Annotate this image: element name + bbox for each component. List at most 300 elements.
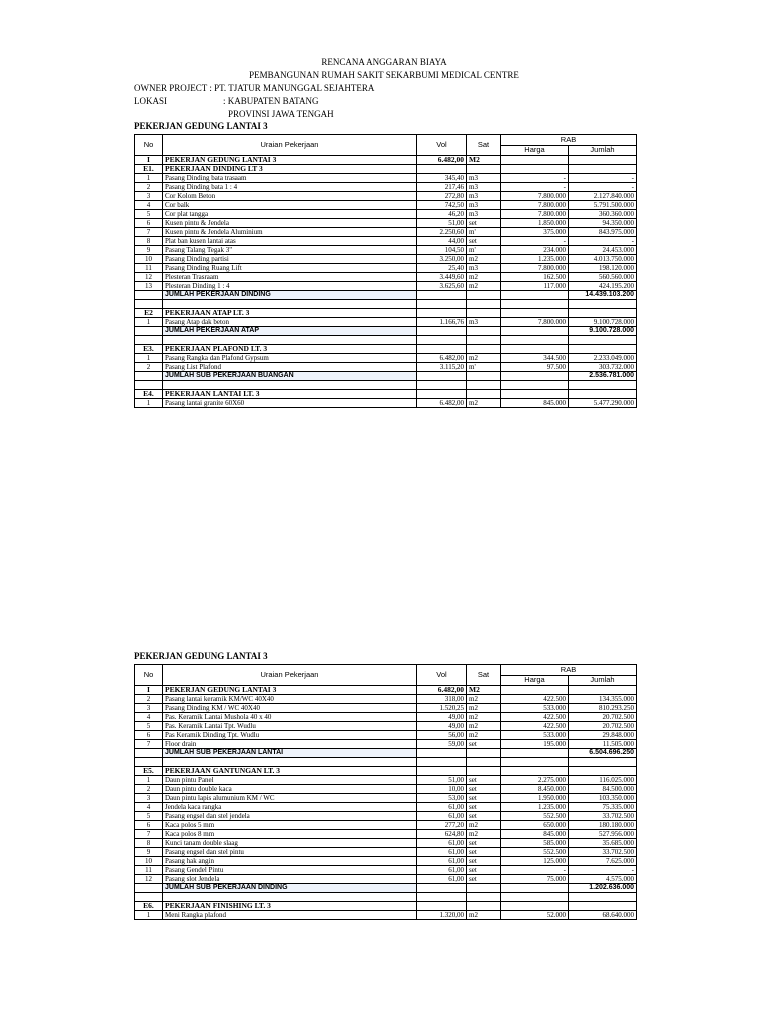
cell-no: E5. (135, 767, 163, 776)
cell-sat: set (467, 219, 501, 228)
table-row (135, 830, 637, 839)
cell-vol: 6.482,00 (417, 399, 467, 408)
cell-vol (417, 336, 467, 345)
cell-no (135, 291, 163, 300)
section-subtitle-2: PEKERJAN GEDUNG LANTAI 3 (134, 651, 268, 661)
table-row (135, 201, 637, 210)
cell-vol: 6.482,00 (417, 354, 467, 363)
table-row (135, 192, 637, 201)
cell-no: 1 (135, 399, 163, 408)
col-header-vol: Vol (417, 665, 467, 686)
section-row (135, 686, 637, 695)
cell-uraian: Pasang Gendel Pintu (163, 866, 417, 875)
cell-uraian: PEKERJAAN PLAFOND LT. 3 (163, 345, 417, 354)
cell-no: 6 (135, 731, 163, 740)
cell-jumlah: 560.560.000 (569, 273, 637, 282)
cell-sat: m3 (467, 264, 501, 273)
cell-harga: 533.000 (501, 731, 569, 740)
cell-sat: m2 (467, 713, 501, 722)
cell-sat: m2 (467, 399, 501, 408)
cell-uraian: JUMLAH PEKERJAAN ATAP (163, 327, 417, 336)
cell-sat (467, 327, 501, 336)
cell-jumlah: 134.355.000 (569, 695, 637, 704)
cell-no: 7 (135, 740, 163, 749)
cell-no (135, 372, 163, 381)
cell-no: 9 (135, 848, 163, 857)
table-row (135, 713, 637, 722)
owner-line: OWNER PROJECT : PT. TJATUR MANUNGGAL SEJAHTERA (134, 83, 375, 93)
cell-jumlah: 33.702.500 (569, 848, 637, 857)
cell-harga (501, 165, 569, 174)
cell-jumlah: 103.350.000 (569, 794, 637, 803)
cell-harga (501, 686, 569, 695)
lokasi-value: : KABUPATEN BATANG (223, 96, 319, 106)
table-row (135, 183, 637, 192)
cell-sat: m2 (467, 282, 501, 291)
cell-no: E4. (135, 390, 163, 399)
cell-jumlah: 5.791.500.000 (569, 201, 637, 210)
cell-sat (467, 893, 501, 902)
project-title: PEMBANGUNAN RUMAH SAKIT SEKARBUMI MEDICAL CENTRE (249, 70, 519, 80)
cell-harga: 234.000 (501, 246, 569, 255)
cell-harga (501, 893, 569, 902)
cell-vol (417, 300, 467, 309)
cell-vol: 61,00 (417, 875, 467, 884)
cell-jumlah: 75.335.000 (569, 803, 637, 812)
cell-sat: set (467, 857, 501, 866)
cell-uraian: Pasang Talang Tegak 3" (163, 246, 417, 255)
cell-jumlah (569, 309, 637, 318)
cell-vol: 1.320,00 (417, 911, 467, 920)
cell-no: 10 (135, 255, 163, 264)
cell-uraian: Pasang Dinding partisi (163, 255, 417, 264)
table-row (135, 228, 637, 237)
table-row (135, 219, 637, 228)
cell-jumlah: - (569, 183, 637, 192)
cell-sat: set (467, 866, 501, 875)
cell-uraian: PEKERJAN GEDUNG LANTAI 3 (163, 156, 417, 165)
cell-no: E6. (135, 902, 163, 911)
table-row (135, 857, 637, 866)
cell-uraian: Kaca polos 8 mm (163, 830, 417, 839)
cell-vol (417, 390, 467, 399)
cell-sat: m3 (467, 210, 501, 219)
cell-no: 6 (135, 219, 163, 228)
section-row (135, 309, 637, 318)
cell-vol (417, 309, 467, 318)
cell-sat: m2 (467, 704, 501, 713)
cell-no: 13 (135, 282, 163, 291)
cell-jumlah: 14.439.103.200 (569, 291, 637, 300)
cell-vol: 49,00 (417, 722, 467, 731)
table-row (135, 803, 637, 812)
cell-harga (501, 345, 569, 354)
cell-harga: 845.000 (501, 830, 569, 839)
col-header-uraian: Uraian Pekerjaan (163, 665, 417, 686)
cell-no: 5 (135, 210, 163, 219)
cell-jumlah (569, 767, 637, 776)
cell-vol: 61,00 (417, 866, 467, 875)
table-row (135, 794, 637, 803)
cell-jumlah: 20.702.500 (569, 722, 637, 731)
cell-uraian: Daun pintu Panel (163, 776, 417, 785)
cell-sat (467, 749, 501, 758)
cell-vol (417, 345, 467, 354)
col-header-sat: Sat (467, 665, 501, 686)
spacer-row (135, 893, 637, 902)
cell-no: 11 (135, 264, 163, 273)
cell-harga: 7.800.000 (501, 201, 569, 210)
cell-no: 11 (135, 866, 163, 875)
cell-harga: 422.500 (501, 713, 569, 722)
cell-sat (467, 758, 501, 767)
cell-vol: 51,00 (417, 219, 467, 228)
total-row (135, 291, 637, 300)
cell-jumlah: 303.732.000 (569, 363, 637, 372)
cell-uraian: Pasang Atap dak beton (163, 318, 417, 327)
cell-jumlah (569, 758, 637, 767)
cell-vol: 6.482,00 (417, 156, 467, 165)
cell-vol (417, 291, 467, 300)
cell-jumlah: 5.477.290.000 (569, 399, 637, 408)
col-header-rab: RAB (501, 135, 637, 146)
col-header-rab: RAB (501, 665, 637, 676)
cell-harga: 162.500 (501, 273, 569, 282)
cell-harga: 422.500 (501, 722, 569, 731)
table-row (135, 255, 637, 264)
cell-harga: 1.950.000 (501, 794, 569, 803)
cell-vol: 318,00 (417, 695, 467, 704)
col-header-uraian: Uraian Pekerjaan (163, 135, 417, 156)
cell-no: 3 (135, 192, 163, 201)
cell-no: I (135, 686, 163, 695)
cell-sat: m' (467, 246, 501, 255)
cell-harga (501, 291, 569, 300)
cell-no: 2 (135, 363, 163, 372)
table-row (135, 776, 637, 785)
cell-jumlah: 68.640.000 (569, 911, 637, 920)
cell-harga: 8.450.000 (501, 785, 569, 794)
cell-uraian: Pasang engsel dan stel pintu (163, 848, 417, 857)
cell-sat: m2 (467, 255, 501, 264)
cell-vol: 3.625,60 (417, 282, 467, 291)
cell-sat: m2 (467, 911, 501, 920)
col-header-vol: Vol (417, 135, 467, 156)
cell-vol: 624,80 (417, 830, 467, 839)
table-row (135, 363, 637, 372)
cell-no: 1 (135, 911, 163, 920)
cell-uraian: Pasang Dinding KM / WC 40X40 (163, 704, 417, 713)
cell-vol (417, 327, 467, 336)
cell-sat (467, 291, 501, 300)
cell-vol: 104,50 (417, 246, 467, 255)
cell-uraian: Cor plat tangga (163, 210, 417, 219)
cell-uraian: Plat ban kusen lantai atas (163, 237, 417, 246)
cell-harga: 650.000 (501, 821, 569, 830)
cell-sat (467, 372, 501, 381)
table-row (135, 695, 637, 704)
cell-harga (501, 156, 569, 165)
table-row (135, 174, 637, 183)
document-title: RENCANA ANGGARAN BIAYA (321, 57, 447, 67)
table-row (135, 875, 637, 884)
table-row (135, 399, 637, 408)
cell-harga: 117.000 (501, 282, 569, 291)
cell-sat: m3 (467, 192, 501, 201)
cell-sat: m3 (467, 183, 501, 192)
cell-sat: m3 (467, 318, 501, 327)
cell-sat: set (467, 875, 501, 884)
cell-no (135, 884, 163, 893)
cell-vol (417, 381, 467, 390)
table-row (135, 848, 637, 857)
cell-jumlah (569, 345, 637, 354)
cell-jumlah (569, 300, 637, 309)
cell-harga: 2.275.000 (501, 776, 569, 785)
cell-jumlah: 2.127.840.000 (569, 192, 637, 201)
cell-jumlah: - (569, 174, 637, 183)
cell-vol (417, 749, 467, 758)
cell-uraian: Kusen pintu & Jendela (163, 219, 417, 228)
spacer-row (135, 300, 637, 309)
cell-harga: 75.000 (501, 875, 569, 884)
cell-harga: 195.000 (501, 740, 569, 749)
cell-uraian: Plesteran Dinding 1 : 4 (163, 282, 417, 291)
cell-uraian: Pasang lantai keramik KM/WC 40X40 (163, 695, 417, 704)
cell-uraian: PEKERJAAN FINISHING LT. 3 (163, 902, 417, 911)
cell-jumlah: 424.195.200 (569, 282, 637, 291)
cell-sat: set (467, 839, 501, 848)
cell-no (135, 749, 163, 758)
cell-uraian: Pasang Dinding Ruang Lift (163, 264, 417, 273)
cell-sat: m3 (467, 201, 501, 210)
cell-sat: m2 (467, 821, 501, 830)
cell-harga: 375.000 (501, 228, 569, 237)
cell-jumlah: 29.848.000 (569, 731, 637, 740)
section-row (135, 345, 637, 354)
cell-uraian (163, 336, 417, 345)
cell-no: 6 (135, 821, 163, 830)
cell-sat (467, 300, 501, 309)
cell-harga: - (501, 183, 569, 192)
spacer-row (135, 336, 637, 345)
cell-sat: M2 (467, 686, 501, 695)
cell-sat: m2 (467, 830, 501, 839)
cell-harga: 552.500 (501, 812, 569, 821)
cell-no: 12 (135, 875, 163, 884)
cell-sat: set (467, 785, 501, 794)
cell-sat: M2 (467, 156, 501, 165)
cell-vol: 61,00 (417, 803, 467, 812)
table-row (135, 812, 637, 821)
cell-no: E2 (135, 309, 163, 318)
cell-sat: m2 (467, 731, 501, 740)
cell-harga: 7.800.000 (501, 264, 569, 273)
cell-harga: 585.000 (501, 839, 569, 848)
cell-harga (501, 336, 569, 345)
col-header-jumlah: Jumlah (569, 675, 637, 686)
cell-sat: set (467, 776, 501, 785)
cell-harga: 422.500 (501, 695, 569, 704)
cell-jumlah (569, 902, 637, 911)
cell-uraian (163, 758, 417, 767)
cell-jumlah (569, 381, 637, 390)
cell-vol: 25,40 (417, 264, 467, 273)
cell-uraian: Cor Kolom Beton (163, 192, 417, 201)
cell-sat (467, 767, 501, 776)
cell-harga (501, 390, 569, 399)
cell-harga (501, 300, 569, 309)
cell-uraian: Daun pintu lapis alumunium KM / WC (163, 794, 417, 803)
cell-no: 2 (135, 695, 163, 704)
cell-uraian: Kusen pintu & Jendela Aluminium (163, 228, 417, 237)
cell-harga: 52.000 (501, 911, 569, 920)
cell-no: 2 (135, 183, 163, 192)
cell-harga: - (501, 174, 569, 183)
cell-vol: 61,00 (417, 848, 467, 857)
cell-uraian: Floor drain (163, 740, 417, 749)
cell-jumlah: - (569, 237, 637, 246)
col-header-no: No (135, 135, 163, 156)
cell-sat: m' (467, 363, 501, 372)
cell-vol (417, 884, 467, 893)
cell-jumlah: 810.293.250 (569, 704, 637, 713)
lokasi-label: LOKASI (134, 96, 167, 106)
cell-sat (467, 884, 501, 893)
cell-harga (501, 327, 569, 336)
cell-sat: m2 (467, 273, 501, 282)
cell-sat: m2 (467, 354, 501, 363)
cell-vol: 3.250,00 (417, 255, 467, 264)
cell-no: 7 (135, 830, 163, 839)
cell-vol: 61,00 (417, 857, 467, 866)
cell-no: 4 (135, 803, 163, 812)
table-row (135, 246, 637, 255)
cell-jumlah: 527.956.000 (569, 830, 637, 839)
cell-uraian: JUMLAH SUB PEKERJAAN LANTAI (163, 749, 417, 758)
cell-no: 7 (135, 228, 163, 237)
section-row (135, 902, 637, 911)
cell-vol: 1.520,25 (417, 704, 467, 713)
cell-uraian: Pasang lantai granite 60X60 (163, 399, 417, 408)
table-row (135, 704, 637, 713)
table-row (135, 264, 637, 273)
col-header-jumlah: Jumlah (569, 145, 637, 156)
cell-no: E1. (135, 165, 163, 174)
cell-no: 4 (135, 201, 163, 210)
cell-vol: 49,00 (417, 713, 467, 722)
cell-no: I (135, 156, 163, 165)
cell-uraian: Pas. Keramik Lantai Tpt. Wudlu (163, 722, 417, 731)
cell-sat (467, 336, 501, 345)
cell-harga: 7.800.000 (501, 318, 569, 327)
cell-jumlah (569, 156, 637, 165)
cell-uraian: Pasang Dinding bata 1 : 4 (163, 183, 417, 192)
col-header-harga: Harga (501, 145, 569, 156)
total-row (135, 327, 637, 336)
cell-harga (501, 884, 569, 893)
cell-uraian: Pasang List Plafond (163, 363, 417, 372)
cell-uraian: Pas Keramik Dinding Tpt. Wudlu (163, 731, 417, 740)
table-row (135, 785, 637, 794)
cell-jumlah: 1.202.636.000 (569, 884, 637, 893)
total-row (135, 372, 637, 381)
cell-uraian: PEKERJAAN GANTUNGAN LT. 3 (163, 767, 417, 776)
cell-vol: 3.449,60 (417, 273, 467, 282)
cell-no: 9 (135, 246, 163, 255)
section-row (135, 390, 637, 399)
cell-harga (501, 309, 569, 318)
cell-uraian: Kunci tanam double slaag (163, 839, 417, 848)
cell-vol: 742,50 (417, 201, 467, 210)
cell-vol: 3.115,20 (417, 363, 467, 372)
total-row (135, 884, 637, 893)
cell-harga: 533.000 (501, 704, 569, 713)
cell-harga: 1.235.000 (501, 255, 569, 264)
cell-jumlah: 180.180.000 (569, 821, 637, 830)
section-row (135, 156, 637, 165)
cell-jumlah: 24.453.000 (569, 246, 637, 255)
cell-sat: set (467, 740, 501, 749)
rab-table-1 (134, 134, 637, 408)
cell-uraian: Pasang Rangka dan Plafond Gypsum (163, 354, 417, 363)
cell-harga (501, 767, 569, 776)
cell-sat (467, 345, 501, 354)
cell-sat: set (467, 812, 501, 821)
cell-vol (417, 372, 467, 381)
provinsi-line: PROVINSI JAWA TENGAH (228, 109, 334, 119)
cell-jumlah: 6.504.696.250 (569, 749, 637, 758)
cell-sat (467, 165, 501, 174)
cell-jumlah: 2.233.049.000 (569, 354, 637, 363)
cell-jumlah (569, 893, 637, 902)
cell-vol: 2.250,60 (417, 228, 467, 237)
cell-uraian: PEKERJAAN DINDING LT 3 (163, 165, 417, 174)
cell-jumlah: 7.625.000 (569, 857, 637, 866)
table-row (135, 722, 637, 731)
cell-vol: 277,20 (417, 821, 467, 830)
cell-no: 8 (135, 237, 163, 246)
cell-harga: 845.000 (501, 399, 569, 408)
cell-no (135, 893, 163, 902)
cell-no (135, 300, 163, 309)
cell-vol: 217,46 (417, 183, 467, 192)
cell-uraian: Pasang hak angin (163, 857, 417, 866)
cell-jumlah: 94.350.000 (569, 219, 637, 228)
cell-harga (501, 381, 569, 390)
cell-jumlah (569, 686, 637, 695)
cell-jumlah: 20.702.500 (569, 713, 637, 722)
cell-vol (417, 893, 467, 902)
cell-uraian: Pasang Dinding bata trasaam (163, 174, 417, 183)
cell-uraian (163, 893, 417, 902)
cell-no: 3 (135, 794, 163, 803)
col-header-harga: Harga (501, 675, 569, 686)
cell-vol (417, 767, 467, 776)
cell-no: 5 (135, 722, 163, 731)
cell-harga: 7.800.000 (501, 192, 569, 201)
cell-no: 10 (135, 857, 163, 866)
cell-vol: 272,80 (417, 192, 467, 201)
cell-sat: m' (467, 228, 501, 237)
cell-uraian: JUMLAH SUB PEKERJAAN DINDING (163, 884, 417, 893)
cell-sat (467, 902, 501, 911)
cell-vol: 44,00 (417, 237, 467, 246)
cell-harga: 552.500 (501, 848, 569, 857)
cell-sat: set (467, 237, 501, 246)
cell-sat: m2 (467, 695, 501, 704)
cell-harga (501, 758, 569, 767)
